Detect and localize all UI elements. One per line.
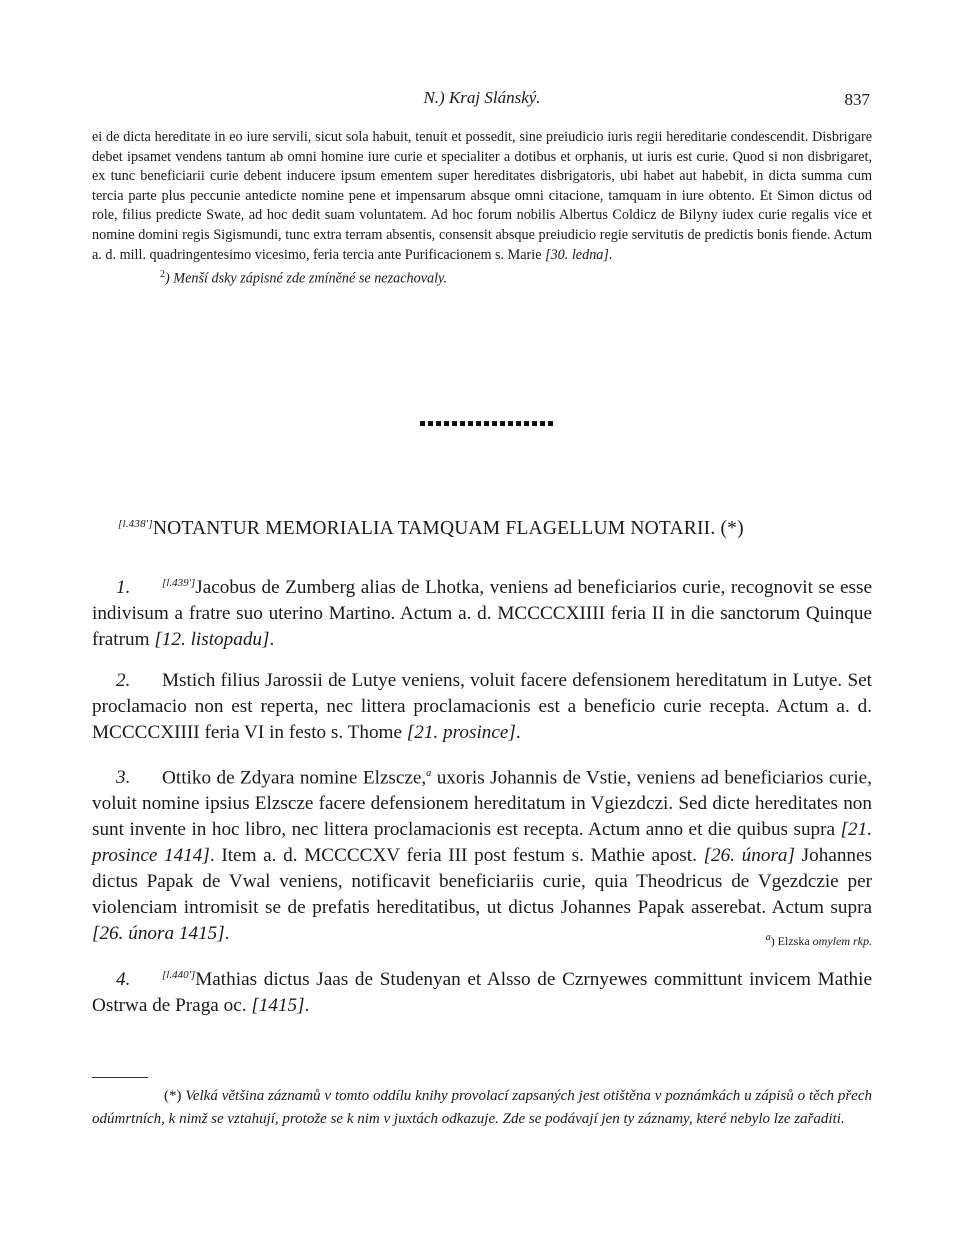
page-number: 837 [844,90,870,109]
separator-dot [476,421,481,426]
folio-reference: [l.438'] [118,518,153,530]
punctuation: . [515,722,521,743]
separator-dot [548,421,553,426]
punctuation: . [224,923,230,945]
section-title [118,518,744,540]
footnote [92,1085,872,1131]
separator-dot [452,421,457,426]
inline-footnote [766,925,872,954]
continuation-text: ei de dicta hereditate in eo iure servili, sicut sola habuit, tenuit et possedit, sine preiudicio iuris regii hereditarie condescendit. Disbrigare debet ipsamet vendens tantum ab omni homine iure curie et specialiter a dotibus et orphanis, ut iuris est curie. Quod si non disbrigaret, ex tunc beneficiarii curie debent inducere ipsum ementem super hereditates disbrigatoris, ubi habet aut habebit, in dicta summa cum tercia parte plus peccunie antedicte nomine pene et impensarum absque omni citacione, tamquam in iure obtento. Et Simon dictus od role, filius predicte Swate, ad hoc dedit suam voluntatem. Ad hoc forum nobilis Albertus Coldicz de Bilyny iudex curie regalis vice et nomine domini regis Sigismundi, tunc extra terram absentis, consensit absque preiudicio regie servitutis de predictis bonis fiende. Actum a. d. mill. quadringentesimo vicesimo, feria tercia ante Purificacionem s. Marie [92,129,872,263]
separator-dot [420,421,425,426]
separator-dot [524,421,529,426]
footnote-mark: a [426,768,432,779]
footnote-rule [92,1077,148,1078]
date-reference: [12. listopadu] [154,629,270,650]
separator-dot [532,421,537,426]
entries-list [92,570,872,1034]
section-title-text: NOTANTUR MEMORIALIA TAMQUAM FLAGELLUM NOTARII. (*) [152,518,744,539]
inline-footnote-text: ) Elzska [770,934,813,949]
footnote-text: Velká většina záznamů v tomto oddílu knihy provolací zapsaných jest otištěna v poznámkách u zápisů o těch přech odúmrtních, k nimž se vztahují, protože se k nim v juxtách odkazuje. Zde se podávají jen ty záznamy, které nebylo lze zařaditi. [92,1088,872,1127]
entry-text: Ottiko de Zdyara nomine Elzscze, [162,767,427,789]
date-reference: [30. ledna] [545,246,609,263]
separator-dot [508,421,513,426]
date-reference: [21. prosince] [406,722,516,743]
separator-dot [436,421,441,426]
separator-dot [540,421,545,426]
continuation-block [92,128,872,289]
entry-1 [92,570,872,653]
separator-dot [468,421,473,426]
separator-dot [428,421,433,426]
entry-text: Mstich filius Jarossii de Lutye veniens, voluit facere defensionem hereditatum in Lutye. Set proclamacio non est reperta, nec littera proclamacionis est a beneficio curie recepta. Actum a. d. MCCCCXIIII feria VI in festo s. Thome [92,670,872,743]
entry-number: 3. [116,767,131,789]
continuation-paragraph [92,128,872,265]
date-reference: [1415] [251,995,305,1017]
folio-reference: [l.439'] [162,577,196,589]
entry-text: Jacobus de Zumberg alias de Lhotka, veniens ad beneficiarios curie, recognovit se esse indivisum a fratre suo uterino Martino. Actum a. d. MCCCCXIIII feria II in die sanctorum Quinque fratrum [92,577,872,650]
entry-4 [92,962,872,1019]
punctuation: . [269,629,275,650]
punctuation: . [304,995,310,1017]
separator-dot [460,421,465,426]
separator-dot [492,421,497,426]
footnote-mark: (*) [164,1088,182,1104]
footnote-mark: a [765,932,771,944]
date-reference: [21. prosince 1414] [92,819,872,867]
separator-dot [516,421,521,426]
date-reference: [26. února 1415] [92,923,225,945]
entry-number: 4. [116,969,131,991]
separator-dot [444,421,449,426]
note-2 [92,265,872,289]
entry-2 [92,668,872,746]
punctuation: . [608,246,613,263]
dotted-separator [418,421,556,427]
running-head: N.) Kraj Slánský. [423,88,541,107]
date-reference: [26. února] [703,845,795,867]
inline-footnote-italic: omylem rkp. [812,934,872,949]
separator-dot [484,421,489,426]
separator-dot [500,421,505,426]
note-mark: 2 [160,269,165,281]
entry-text: Johannes dictus Papak de Vwal veniens, notificavit beneficiariis curie, quia Theodricus de Vgezdczie per violenciam intromisit se de prefatis hereditatibus, ut dictus Johannes Papak asserebat. Actum supra [92,845,873,919]
entry-3 [92,761,872,947]
entry-number: 1. [116,577,131,598]
note-text: ) Menší dsky zápisné zde zmíněné se nezachovaly. [165,270,448,287]
entry-text: uxoris Johannis de Vstie, veniens ad beneficiarios curie, voluit nomine ipsius Elzscze facere defensionem hereditatum in Vgiezdczi. Sed dicte hereditates non sunt invente in hoc libro, nec littera proclamacionis est recepta. Actum anno et die quibus supra [92,767,872,841]
entry-text: Mathias dictus Jaas de Studenyan et Alsso de Czrnyewes committunt invicem Mathie Ostrwa de Praga oc. [92,969,872,1017]
page-header [92,88,872,112]
entry-number: 2. [116,670,131,691]
folio-reference: [l.440'] [162,969,196,982]
entry-text: . Item a. d. MCCCCXV feria III post festum s. Mathie apost. [209,845,704,867]
